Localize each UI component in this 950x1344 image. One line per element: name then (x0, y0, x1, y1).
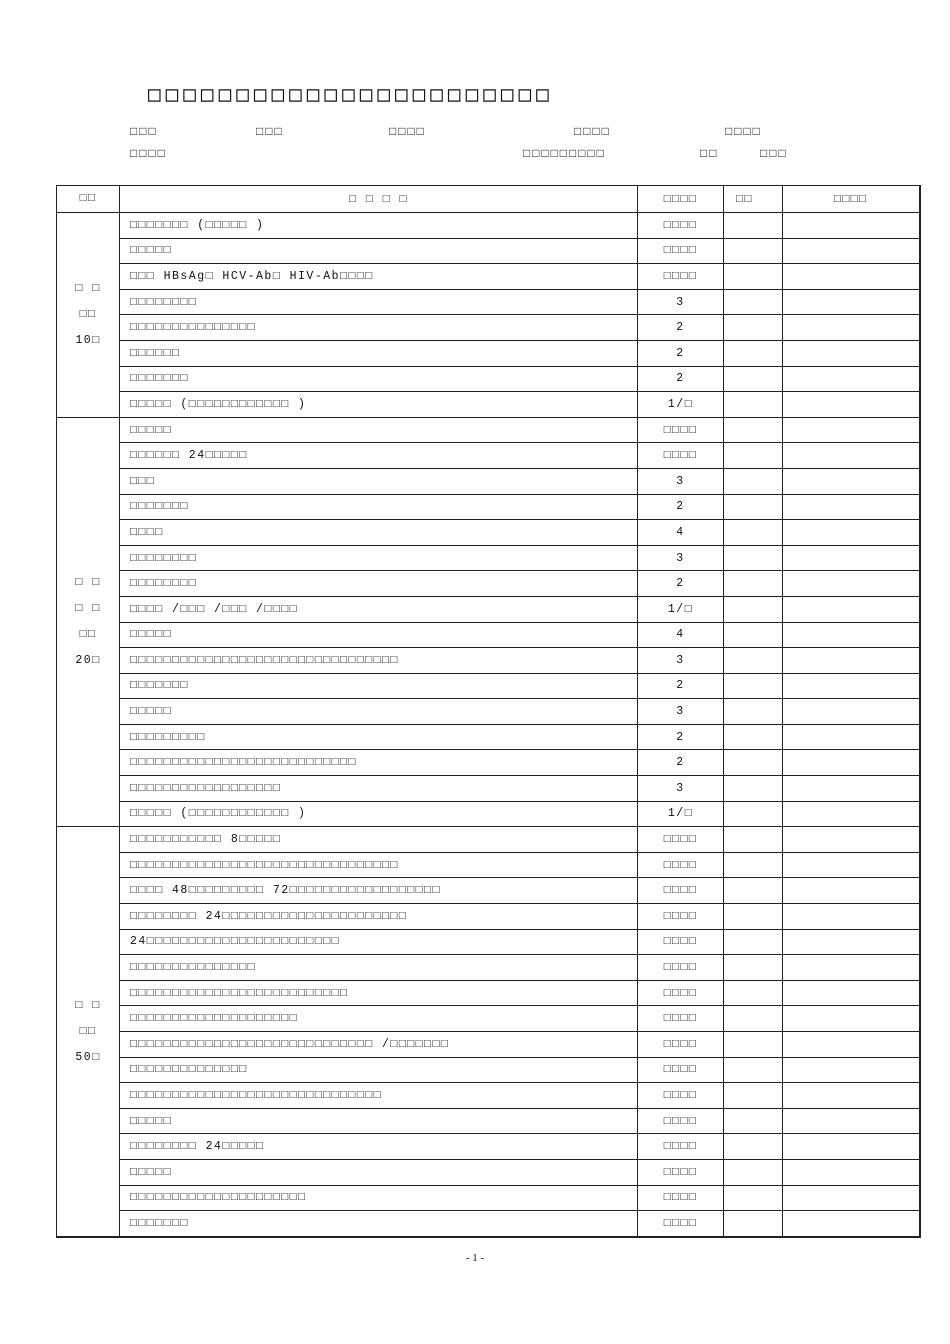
row-result-cell[interactable] (724, 955, 783, 981)
row-deduction-cell[interactable] (783, 1211, 920, 1237)
header-field-4: □□□□ (574, 125, 611, 139)
row-score: □□□□ (638, 852, 724, 878)
row-item: □□□□□□□□□□□□□□□□□□□□□□□□□□□□□□□□ (120, 852, 638, 878)
row-item: □□□□□ (120, 1159, 638, 1185)
table-row (57, 443, 920, 469)
row-deduction-cell[interactable] (783, 904, 920, 930)
row-deduction-cell[interactable] (783, 443, 920, 469)
row-item: □□□□□□ 24□□□□□ (120, 443, 638, 469)
table-row (57, 878, 920, 904)
row-deduction-cell[interactable] (783, 878, 920, 904)
section-category-line: 50□ (75, 1050, 101, 1064)
row-score: 2 (638, 315, 724, 341)
row-score: □□□□ (638, 417, 724, 443)
row-score: 3 (638, 545, 724, 571)
header-field-1: □□□ (130, 125, 158, 139)
row-score: 3 (638, 289, 724, 315)
row-score: □□□□ (638, 827, 724, 853)
table-row (57, 417, 920, 443)
row-result-cell[interactable] (724, 852, 783, 878)
row-score: □□□□ (638, 443, 724, 469)
row-deduction-cell[interactable] (783, 776, 920, 802)
row-result-cell[interactable] (724, 750, 783, 776)
row-item: □□□□□□ (120, 340, 638, 366)
table-row (57, 238, 920, 264)
table-row (57, 596, 920, 622)
table-row (57, 289, 920, 315)
row-score: 3 (638, 776, 724, 802)
row-item: □□□□□□□□ (120, 545, 638, 571)
table-row (57, 1185, 920, 1211)
table-row (57, 801, 920, 827)
row-item: □□□□□□□□□□□□□□□□□□□□□□□□□□□ (120, 750, 638, 776)
table-row (57, 929, 920, 955)
row-item: □□□□□ (120, 699, 638, 725)
header-field-5: □□□□ (725, 125, 762, 139)
row-deduction-cell[interactable] (783, 724, 920, 750)
row-result-cell[interactable] (724, 699, 783, 725)
row-item: □□□□□□□□□□□□□□ (120, 1057, 638, 1083)
row-item: □□□□□□□□ (120, 571, 638, 597)
row-result-cell[interactable] (724, 1006, 783, 1032)
table-row (57, 1211, 920, 1237)
row-result-cell[interactable] (724, 929, 783, 955)
row-deduction-cell[interactable] (783, 827, 920, 853)
table-row (57, 955, 920, 981)
row-item: □□□□□ (120, 238, 638, 264)
header-field-8: □□ (700, 147, 719, 161)
row-score: 1/□ (638, 392, 724, 418)
row-result-cell[interactable] (724, 904, 783, 930)
row-item: □□□ (120, 468, 638, 494)
row-result-cell[interactable] (724, 340, 783, 366)
row-item: □□□□□ (120, 622, 638, 648)
row-score: 2 (638, 750, 724, 776)
row-item: □□□□□□□□□□□□□□□ (120, 955, 638, 981)
table-row (57, 1159, 920, 1185)
row-score: □□□□ (638, 1032, 724, 1058)
row-result-cell[interactable] (724, 673, 783, 699)
table-row (57, 340, 920, 366)
table-header-row (57, 186, 920, 213)
row-item: □□□□□□□□□ (120, 724, 638, 750)
row-item: □□□□□ (120, 417, 638, 443)
table-row (57, 545, 920, 571)
table-row (57, 1006, 920, 1032)
row-deduction-cell[interactable] (783, 750, 920, 776)
table-row (57, 724, 920, 750)
row-item: □□□□□□□□□□□□□□□□□□□□□□□□□□ (120, 980, 638, 1006)
row-score: 1/□ (638, 596, 724, 622)
row-score: □□□□ (638, 1134, 724, 1160)
table-row (57, 1134, 920, 1160)
row-deduction-cell[interactable] (783, 545, 920, 571)
table-row (57, 520, 920, 546)
row-result-cell[interactable] (724, 1185, 783, 1211)
row-result-cell[interactable] (724, 1083, 783, 1109)
row-score: 1/□ (638, 801, 724, 827)
row-result-cell[interactable] (724, 1032, 783, 1058)
row-score: □□□□ (638, 238, 724, 264)
row-item: □□□□□□□□□□□□□□□□□□□□□□□□□□□□□ /□□□□□□□ (120, 1032, 638, 1058)
row-score: 2 (638, 494, 724, 520)
row-result-cell[interactable] (724, 213, 783, 239)
row-result-cell[interactable] (724, 980, 783, 1006)
row-score: □□□□ (638, 1159, 724, 1185)
row-score: □□□□ (638, 955, 724, 981)
table-row (57, 468, 920, 494)
header-field-2: □□□ (256, 125, 284, 139)
section-category-line: □ □ (75, 602, 101, 615)
row-deduction-cell[interactable] (783, 1057, 920, 1083)
row-item: □□□□□□□ (□□□□□ ) (120, 213, 638, 239)
section-category-line: □ □ (75, 998, 101, 1012)
row-item: □□□□ /□□□ /□□□ /□□□□ (120, 596, 638, 622)
col-header-deduction: □□□□ (783, 186, 920, 213)
row-deduction-cell[interactable] (783, 1134, 920, 1160)
table-row (57, 392, 920, 418)
row-item: □□□□□□□ (120, 494, 638, 520)
row-deduction-cell[interactable] (783, 238, 920, 264)
row-item: □□□ HBsAg□ HCV-Ab□ HIV-Ab□□□□ (120, 264, 638, 290)
header-field-7: □□□□□□□□□ (523, 147, 606, 161)
row-item: □□□□□□□□ (120, 289, 638, 315)
row-score: 3 (638, 468, 724, 494)
row-deduction-cell[interactable] (783, 1108, 920, 1134)
row-score: □□□□ (638, 213, 724, 239)
row-result-cell[interactable] (724, 289, 783, 315)
row-deduction-cell[interactable] (783, 852, 920, 878)
table-row (57, 673, 920, 699)
row-deduction-cell[interactable] (783, 1159, 920, 1185)
row-result-cell[interactable] (724, 366, 783, 392)
row-result-cell[interactable] (724, 596, 783, 622)
row-result-cell[interactable] (724, 1057, 783, 1083)
row-score: □□□□ (638, 929, 724, 955)
section-category-line: 20□ (75, 654, 101, 667)
row-result-cell[interactable] (724, 878, 783, 904)
row-result-cell[interactable] (724, 1159, 783, 1185)
row-item: □□□□□□□□□□□□□□□ (120, 315, 638, 341)
row-item: □□□□□□□□□□□□□□□□□□ (120, 776, 638, 802)
section-category-line: □ □ (75, 576, 101, 589)
row-deduction-cell[interactable] (783, 596, 920, 622)
section-category-line: 10□ (75, 333, 101, 347)
row-item: □□□□□ (□□□□□□□□□□□□ ) (120, 392, 638, 418)
row-deduction-cell[interactable] (783, 417, 920, 443)
row-item: □□□□□□□□□□□□□□□□□□□□□ (120, 1185, 638, 1211)
col-header-result: □□ (724, 186, 783, 213)
document-title: □□□□□□□□□□□□□□□□□□□□□□□ (148, 82, 554, 106)
section-category-line: □□ (79, 1024, 97, 1038)
table-row (57, 315, 920, 341)
row-result-cell[interactable] (724, 392, 783, 418)
section-category (57, 213, 120, 418)
row-result-cell[interactable] (724, 622, 783, 648)
header-field-9: □□□ (760, 147, 788, 161)
table-row (57, 213, 920, 239)
table-row (57, 1032, 920, 1058)
row-score: □□□□ (638, 980, 724, 1006)
row-result-cell[interactable] (724, 315, 783, 341)
col-header-score: □□□□ (638, 186, 724, 213)
row-deduction-cell[interactable] (783, 366, 920, 392)
row-score: □□□□ (638, 1057, 724, 1083)
table-row (57, 852, 920, 878)
row-item: □□□□□□□ (120, 1211, 638, 1237)
row-deduction-cell[interactable] (783, 520, 920, 546)
header-field-3: □□□□ (389, 125, 426, 139)
section-category (57, 827, 120, 1237)
row-item: □□□□□□□□□□□□□□□□□□□□□□□□□□□□□□ (120, 1083, 638, 1109)
row-score: □□□□ (638, 1211, 724, 1237)
row-deduction-cell[interactable] (783, 468, 920, 494)
row-result-cell[interactable] (724, 443, 783, 469)
table-row (57, 699, 920, 725)
table-row (57, 571, 920, 597)
row-result-cell[interactable] (724, 801, 783, 827)
checklist-table (56, 185, 921, 1238)
row-result-cell[interactable] (724, 468, 783, 494)
row-item: □□□□□□□ (120, 366, 638, 392)
row-item: □□□□ 48□□□□□□□□□ 72□□□□□□□□□□□□□□□□□□ (120, 878, 638, 904)
row-item: □□□□□□□□□□□□□□□□□□□□ (120, 1006, 638, 1032)
row-score: 3 (638, 648, 724, 674)
table-row (57, 980, 920, 1006)
row-deduction-cell[interactable] (783, 622, 920, 648)
row-result-cell[interactable] (724, 264, 783, 290)
row-result-cell[interactable] (724, 494, 783, 520)
row-result-cell[interactable] (724, 417, 783, 443)
table-row (57, 648, 920, 674)
section-category-line: □□ (79, 307, 97, 321)
table-row (57, 1108, 920, 1134)
table-row (57, 1083, 920, 1109)
row-score: □□□□ (638, 264, 724, 290)
row-result-cell[interactable] (724, 1211, 783, 1237)
table-row (57, 494, 920, 520)
table-row (57, 264, 920, 290)
row-deduction-cell[interactable] (783, 1006, 920, 1032)
row-deduction-cell[interactable] (783, 1032, 920, 1058)
table-row (57, 904, 920, 930)
section-category-line: □ □ (75, 281, 101, 295)
row-deduction-cell[interactable] (783, 264, 920, 290)
row-result-cell[interactable] (724, 648, 783, 674)
row-deduction-cell[interactable] (783, 392, 920, 418)
table-row (57, 750, 920, 776)
row-deduction-cell[interactable] (783, 213, 920, 239)
row-item: □□□□□□□□ 24□□□□□ (120, 1134, 638, 1160)
table-row (57, 366, 920, 392)
row-result-cell[interactable] (724, 545, 783, 571)
row-item: □□□□□□□□□□□□□□□□□□□□□□□□□□□□□□□□ (120, 648, 638, 674)
row-score: □□□□ (638, 1185, 724, 1211)
row-deduction-cell[interactable] (783, 648, 920, 674)
row-result-cell[interactable] (724, 520, 783, 546)
row-deduction-cell[interactable] (783, 699, 920, 725)
row-item: 24□□□□□□□□□□□□□□□□□□□□□□□ (120, 929, 638, 955)
row-score: □□□□ (638, 904, 724, 930)
col-header-category: □□ (57, 186, 120, 213)
row-result-cell[interactable] (724, 238, 783, 264)
row-score: 2 (638, 366, 724, 392)
table-row (57, 776, 920, 802)
header-field-6: □□□□ (130, 147, 167, 161)
row-deduction-cell[interactable] (783, 929, 920, 955)
row-result-cell[interactable] (724, 827, 783, 853)
row-deduction-cell[interactable] (783, 673, 920, 699)
table-row (57, 827, 920, 853)
row-score: 4 (638, 622, 724, 648)
row-score: □□□□ (638, 878, 724, 904)
row-deduction-cell[interactable] (783, 340, 920, 366)
row-score: □□□□ (638, 1083, 724, 1109)
row-deduction-cell[interactable] (783, 1083, 920, 1109)
row-deduction-cell[interactable] (783, 571, 920, 597)
row-result-cell[interactable] (724, 1134, 783, 1160)
row-item: □□□□□□□□□□□ 8□□□□□ (120, 827, 638, 853)
row-score: 2 (638, 724, 724, 750)
row-result-cell[interactable] (724, 724, 783, 750)
row-deduction-cell[interactable] (783, 315, 920, 341)
row-score: 2 (638, 673, 724, 699)
row-deduction-cell[interactable] (783, 955, 920, 981)
row-deduction-cell[interactable] (783, 1185, 920, 1211)
row-deduction-cell[interactable] (783, 289, 920, 315)
row-score: □□□□ (638, 1006, 724, 1032)
row-deduction-cell[interactable] (783, 801, 920, 827)
row-score: 4 (638, 520, 724, 546)
row-item: □□□□□ (□□□□□□□□□□□□ ) (120, 801, 638, 827)
row-item: □□□□□ (120, 1108, 638, 1134)
row-item: □□□□□□□ (120, 673, 638, 699)
row-result-cell[interactable] (724, 776, 783, 802)
col-header-item: □ □ □ □ (120, 186, 638, 213)
row-item: □□□□□□□□ 24□□□□□□□□□□□□□□□□□□□□□□ (120, 904, 638, 930)
row-result-cell[interactable] (724, 1108, 783, 1134)
row-score: 2 (638, 340, 724, 366)
row-score: 2 (638, 571, 724, 597)
row-score: □□□□ (638, 1108, 724, 1134)
table-row (57, 622, 920, 648)
row-result-cell[interactable] (724, 571, 783, 597)
row-deduction-cell[interactable] (783, 494, 920, 520)
section-category-line: □□ (79, 628, 97, 641)
page-number: - 1 - (465, 1252, 485, 1264)
section-category (57, 417, 120, 827)
table-row (57, 1057, 920, 1083)
row-item: □□□□ (120, 520, 638, 546)
row-deduction-cell[interactable] (783, 980, 920, 1006)
row-score: 3 (638, 699, 724, 725)
